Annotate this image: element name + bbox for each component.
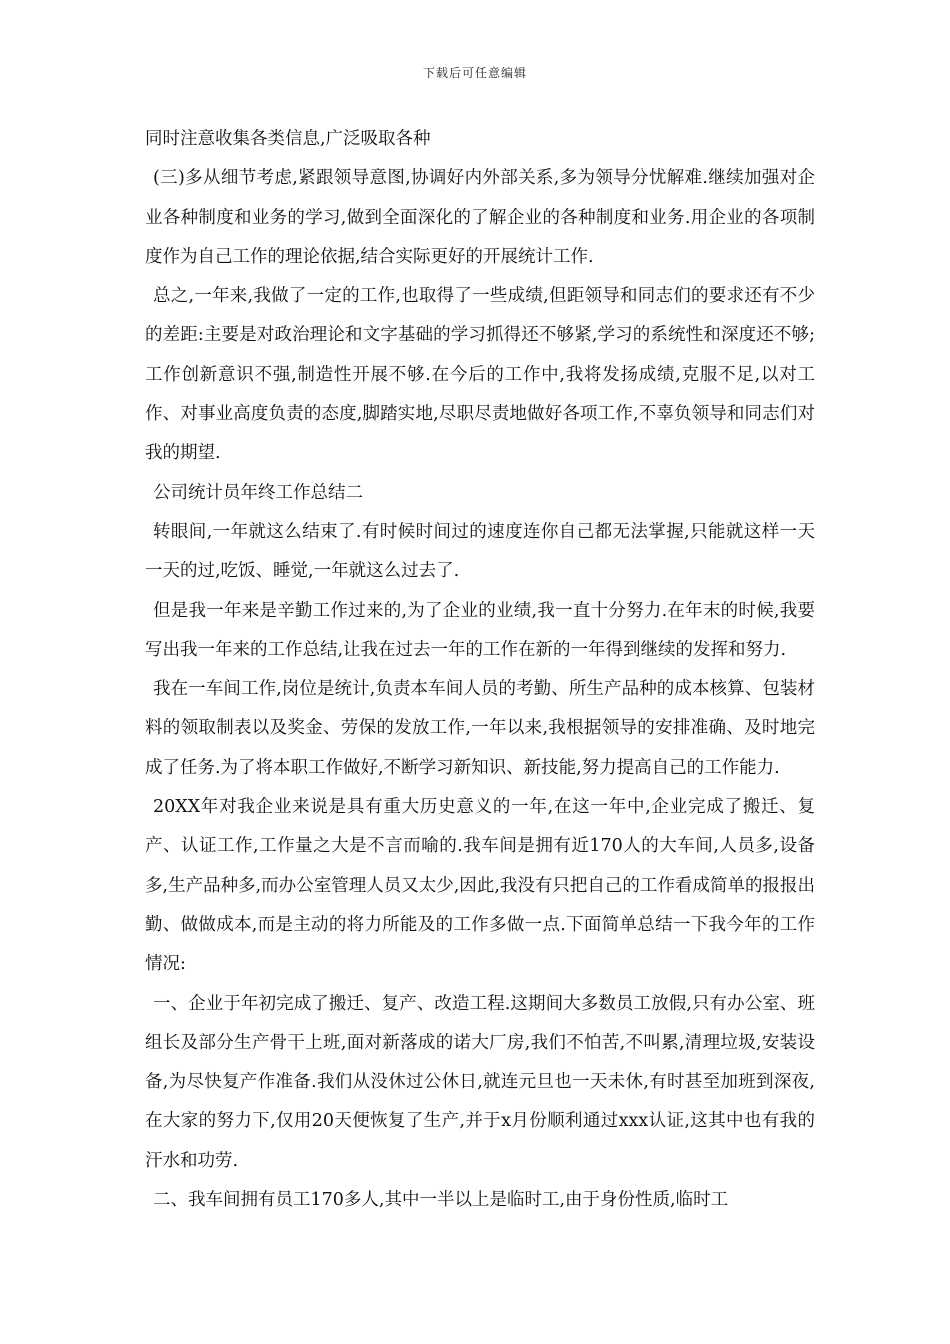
paragraph-point-one: 一、企业于年初完成了搬迁、复产、改造工程.这期间大多数员工放假,只有办公室、班组长及部分生产骨干上班,面对新落成的诺大厂房,我们不怕苦,不叫累,清理垃圾,安装设备,为尽快复产作准备.我们从没休过公休日,就连元旦也一天未休,有时甚至加班到深夜,在大家的努力下,仅用20天便恢复了生产,并于x月份顺利通过xxx认证,这其中也有我的汗水和功劳. (145, 993, 815, 1171)
page-header-note: 下载后可任意编辑 (422, 66, 527, 80)
document-body (145, 120, 815, 1220)
paragraph-summary: 总之,一年来,我做了一定的工作,也取得了一些成绩,但距领导和同志们的要求还有不少的差距:主要是对政治理论和文字基础的学习抓得还不够紧,学习的系统性和深度还不够;工作创新意识不强,制造性开展不够.在今后的工作中,我将发扬成绩,克服不足,以对工作、对事业高度负责的态度,脚踏实地,尽职尽责地做好各项工作,不辜负领导和同志们对我的期望. (145, 286, 815, 464)
paragraph-intro: 转眼间,一年就这么结束了.有时候时间过的速度连你自己都无法掌握,只能就这样一天一天的过,吃饭、睡觉,一年就这么过去了. (145, 521, 815, 582)
section-heading: 公司统计员年终工作总结二 (153, 482, 363, 503)
paragraph-effort: 但是我一年来是辛勤工作过来的,为了企业的业绩,我一直十分努力.在年末的时候,我要写出我一年来的工作总结,让我在过去一年的工作在新的一年得到继续的发挥和努力. (145, 600, 815, 660)
paragraph-year-overview: 20XX年对我企业来说是具有重大历史意义的一年,在这一年中,企业完成了搬迁、复产、认证工作,工作量之大是不言而喻的.我车间是拥有近170人的大车间,人员多,设备多,生产品种多,而办公室管理人员又太少,因此,我没有只把自己的工作看成简单的报报出勤、做做成本,而是主动的将力所能及的工作多做一点.下面简单总结一下我今年的工作情况: (145, 797, 815, 975)
paragraph-item-three: (三)多从细节考虑,紧跟领导意图,协调好内外部关系,多为领导分忧解难.继续加强对企业各种制度和业务的学习,做到全面深化的了解企业的各种制度和业务.用企业的各项制度作为自己工作的理论依据,结合实际更好的开展统计工作. (145, 168, 815, 267)
paragraph-position: 我在一车间工作,岗位是统计,负责本车间人员的考勤、所生产品种的成本核算、包装材料的领取制表以及奖金、劳保的发放工作,一年以来,我根据领导的安排准确、及时地完成了任务.为了将本职工作做好,不断学习新知识、新技能,努力提高自己的工作能力. (145, 679, 815, 778)
paragraph-continuation: 同时注意收集各类信息,广泛吸取各种 (145, 129, 431, 149)
paragraph-point-two: 二、我车间拥有员工170多人,其中一半以上是临时工,由于身份性质,临时工 (153, 1190, 729, 1211)
